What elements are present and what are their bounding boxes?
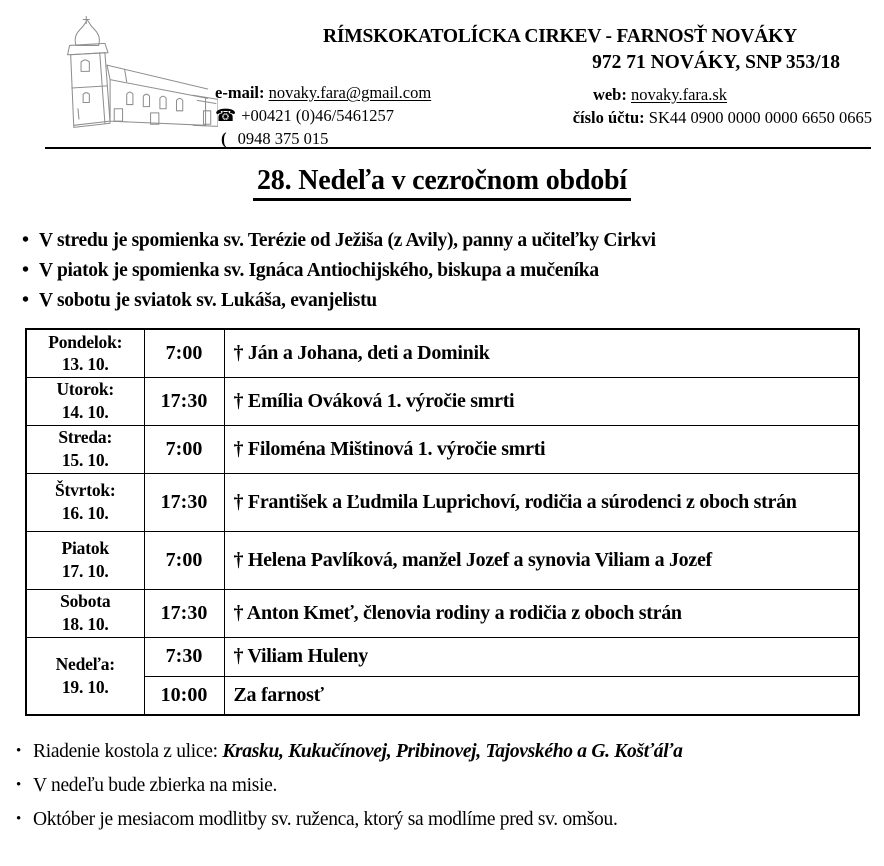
intention-cell: † František a Ľudmila Luprichoví, rodičia a súrodenci z oboch strán bbox=[224, 473, 859, 531]
day-date: 17. 10. bbox=[61, 561, 109, 581]
web-link[interactable]: novaky.fara.sk bbox=[630, 85, 728, 104]
table-row bbox=[26, 425, 859, 473]
day-cell bbox=[26, 329, 144, 377]
day-date: 13. 10. bbox=[61, 354, 109, 375]
intention-cell: † Filoména Mištinová 1. výročie smrti bbox=[224, 425, 859, 473]
account-label: číslo účtu: bbox=[572, 108, 645, 127]
time-cell: 7:00 bbox=[144, 531, 224, 589]
intention-cell: † Viliam Huleny bbox=[224, 637, 859, 676]
time-cell: 10:00 bbox=[144, 676, 224, 715]
table-row bbox=[26, 637, 859, 676]
intention-cell: † Anton Kmeť, členovia rodiny a rodičia z oboch strán bbox=[224, 589, 859, 637]
day-date: 19. 10. bbox=[61, 676, 109, 697]
announcement-item: • V sobotu je sviatok sv. Lukáša, evanjelistu bbox=[22, 290, 884, 312]
day-cell bbox=[26, 531, 144, 589]
organization-address: 972 71 NOVÁKY, SNP 353/18 bbox=[592, 52, 840, 73]
landline-line bbox=[215, 106, 394, 126]
organization-name: RÍMSKOKATOLÍCKA CIRKEV - FARNOSŤ NOVÁKY bbox=[323, 26, 797, 47]
day-cell bbox=[26, 637, 144, 715]
table-row bbox=[26, 377, 859, 425]
page-title: 28. Nedeľa v cezročnom období bbox=[253, 165, 631, 201]
table-row bbox=[26, 473, 859, 531]
note-item: • Október je mesiacom modlitby sv. ruženca, ktorý sa modlíme pred sv. omšou. bbox=[14, 809, 884, 831]
email-line bbox=[215, 83, 431, 103]
header-divider bbox=[45, 147, 871, 149]
time-cell: 17:30 bbox=[144, 377, 224, 425]
church-drawing-icon bbox=[52, 14, 218, 136]
intention-cell: Za farnosť bbox=[224, 676, 859, 715]
email-label: e-mail: bbox=[215, 83, 265, 102]
announcement-item: • V piatok je spomienka sv. Ignáca Antiochijského, biskupa a mučeníka bbox=[22, 260, 884, 282]
announcement-item: • V stredu je spomienka sv. Terézie od Ježiša (z Avily), panny a učiteľky Cirkvi bbox=[22, 230, 884, 252]
phone-receiver-icon: ( bbox=[221, 129, 227, 148]
table-row bbox=[26, 676, 859, 715]
day-date: 18. 10. bbox=[61, 614, 109, 634]
time-cell: 7:00 bbox=[144, 425, 224, 473]
parish-header bbox=[0, 0, 884, 152]
day-name: Nedeľa: bbox=[55, 654, 115, 674]
account-number: SK44 0900 0000 0000 6650 0665 bbox=[648, 108, 872, 127]
landline-number: +00421 (0)46/5461257 bbox=[241, 106, 394, 125]
feast-announcements bbox=[22, 230, 884, 312]
day-cell bbox=[26, 377, 144, 425]
note-item bbox=[14, 741, 884, 763]
mobile-line bbox=[221, 129, 328, 149]
day-name: Sobota bbox=[60, 591, 111, 612]
table-row bbox=[26, 531, 859, 589]
day-cell bbox=[26, 473, 144, 531]
time-cell: 7:30 bbox=[144, 637, 224, 676]
email-link[interactable]: novaky.fara@gmail.com bbox=[268, 83, 432, 102]
day-date: 15. 10. bbox=[61, 450, 109, 470]
intention-cell: † Helena Pavlíková, manžel Jozef a synovia Viliam a Jozef bbox=[224, 531, 859, 589]
web-line bbox=[520, 85, 800, 105]
mass-schedule-table bbox=[25, 328, 860, 716]
time-cell: 7:00 bbox=[144, 329, 224, 377]
time-cell: 17:30 bbox=[144, 589, 224, 637]
parish-notes bbox=[14, 741, 884, 831]
mobile-number: 0948 375 015 bbox=[237, 129, 329, 148]
time-cell: 17:30 bbox=[144, 473, 224, 531]
intention-cell: † Ján a Johana, deti a Dominik bbox=[224, 329, 859, 377]
bank-account-line bbox=[573, 108, 872, 128]
table-row bbox=[26, 329, 859, 377]
table-row bbox=[26, 589, 859, 637]
day-date: 14. 10. bbox=[61, 402, 109, 422]
day-cell bbox=[26, 589, 144, 637]
note-item: • V nedeľu bude zbierka na misie. bbox=[14, 775, 884, 797]
telephone-icon: ☎ bbox=[215, 106, 237, 125]
day-name: Pondelok: bbox=[48, 331, 123, 352]
day-name: Utorok: bbox=[56, 379, 115, 400]
day-date: 16. 10. bbox=[61, 503, 109, 523]
note-streets: Krasku, Kukučínovej, Pribinovej, Tajovského a G. Košťáľa bbox=[222, 741, 683, 762]
day-name: Streda: bbox=[58, 427, 113, 448]
day-cell bbox=[26, 425, 144, 473]
note-text: Riadenie kostola z ulice: bbox=[33, 741, 223, 762]
web-label: web: bbox=[592, 85, 627, 104]
day-name: Piatok bbox=[61, 538, 109, 559]
day-name: Štvrtok: bbox=[54, 480, 116, 501]
title-row bbox=[0, 165, 884, 213]
intention-cell: † Emília Ováková 1. výročie smrti bbox=[224, 377, 859, 425]
